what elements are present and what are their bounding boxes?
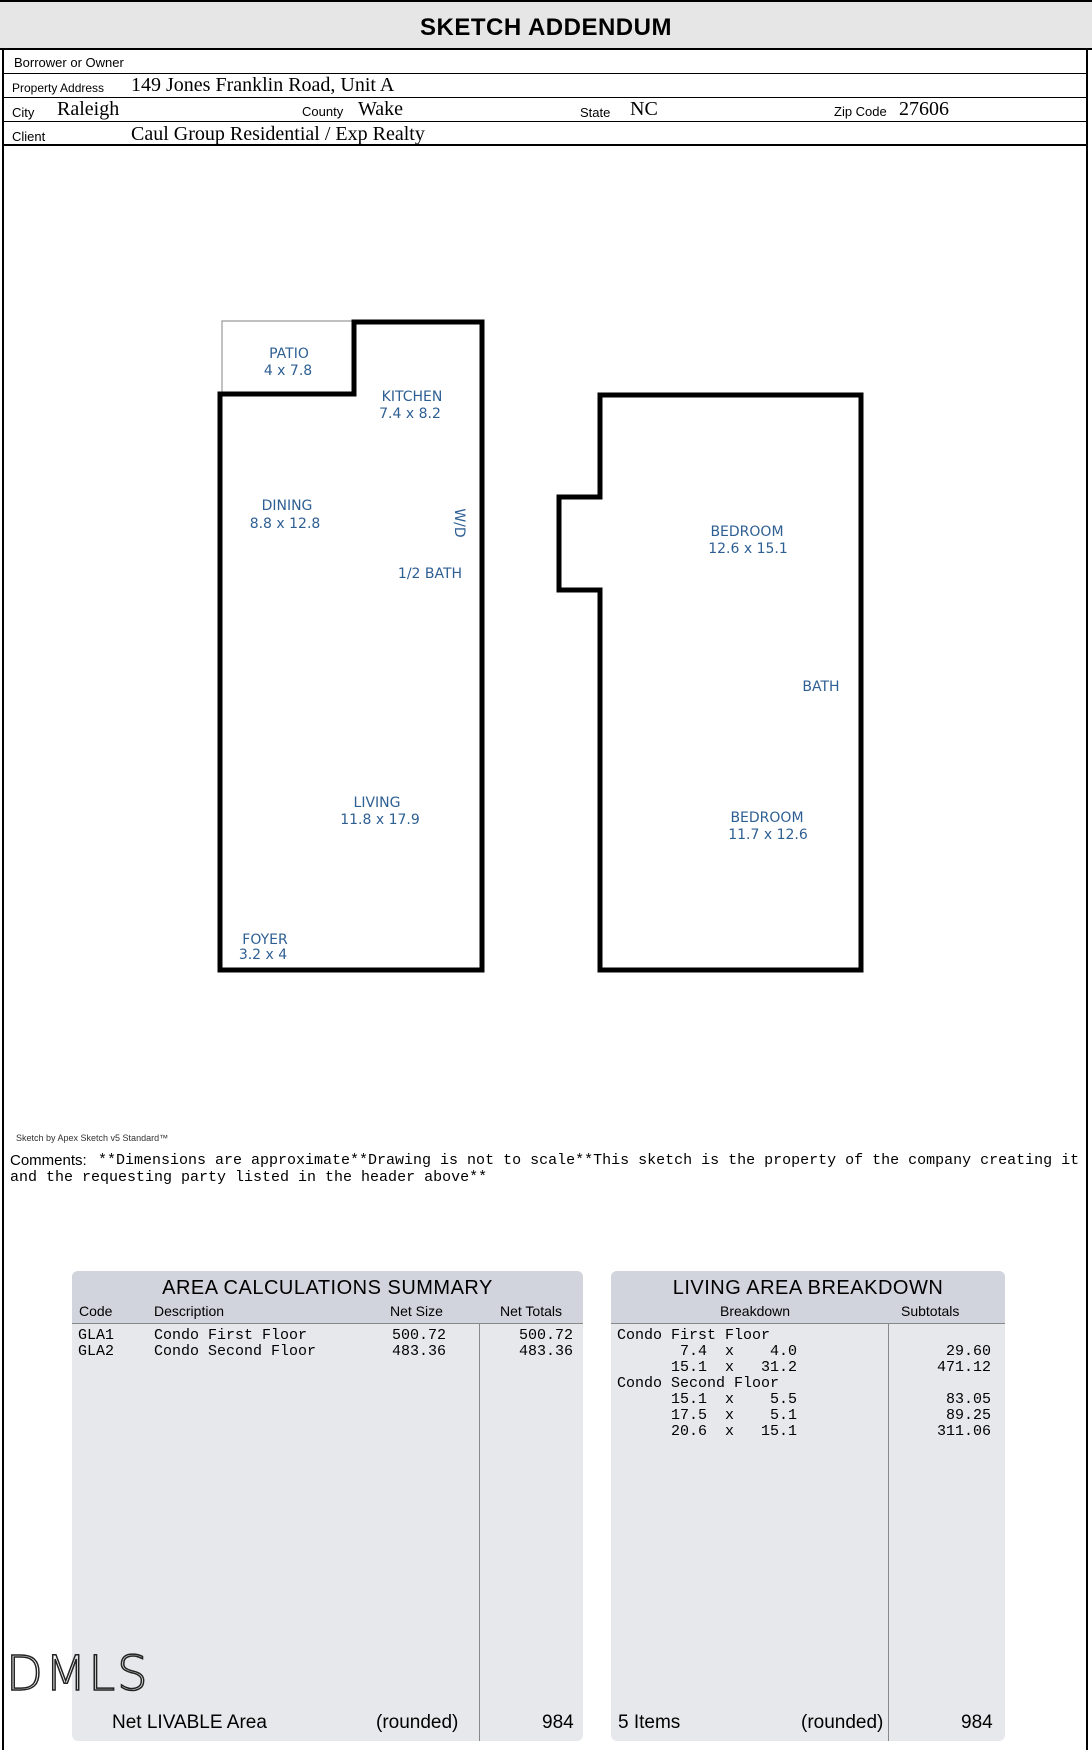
dmls-watermark: DMLS	[6, 1646, 150, 1702]
col-breakdown: Breakdown	[720, 1303, 791, 1319]
living-area-breakdown-header	[611, 1271, 1005, 1323]
breakdown-line-7: 20.6 x 15.1	[617, 1423, 798, 1440]
row-2-description: Condo Second Floor	[154, 1343, 317, 1360]
row-1-net-size: 500.72	[392, 1327, 447, 1344]
washer-dryer-label: W/D	[451, 508, 467, 538]
row-1-description: Condo First Floor	[154, 1327, 308, 1344]
breakdown-total: 984	[961, 1712, 993, 1733]
comments-label: Comments:	[10, 1152, 87, 1169]
zip-value: 27606	[899, 98, 949, 120]
dining-label: DINING	[261, 498, 313, 514]
subtotal-line-5: 83.05	[945, 1391, 991, 1408]
col-description: Description	[154, 1303, 225, 1319]
row-2-net-size: 483.36	[392, 1343, 447, 1360]
address-label: Property Address	[12, 81, 105, 95]
area-calculations-title: AREA CALCULATIONS SUMMARY	[162, 1277, 493, 1299]
row-2-net-total: 483.36	[519, 1343, 574, 1360]
city-value: Raleigh	[57, 98, 120, 120]
row-1-code: GLA1	[78, 1327, 115, 1344]
sketch-credit: Sketch by Apex Sketch v5 Standard™	[16, 1133, 169, 1143]
zip-label: Zip Code	[834, 104, 887, 119]
breakdown-line-1: Condo First Floor	[617, 1327, 771, 1344]
kitchen-label: KITCHEN	[381, 389, 443, 405]
breakdown-line-5: 15.1 x 5.5	[617, 1391, 798, 1408]
half-bath-label: 1/2 BATH	[397, 566, 463, 582]
bedroom-1-label: BEDROOM	[710, 524, 784, 540]
breakdown-line-4: Condo Second Floor	[617, 1375, 780, 1392]
divider	[72, 1323, 583, 1324]
divider	[888, 1324, 889, 1741]
divider	[479, 1324, 480, 1741]
foyer-dim: 3.2 x 4	[238, 947, 288, 963]
living-area-breakdown-panel	[611, 1271, 1005, 1741]
living-area-breakdown-title: LIVING AREA BREAKDOWN	[672, 1277, 944, 1299]
subtotal-line-7: 311.06	[936, 1423, 991, 1440]
net-livable-value: 984	[542, 1712, 574, 1733]
col-net-totals: Net Totals	[500, 1303, 562, 1319]
address-value: 149 Jones Franklin Road, Unit A	[131, 74, 395, 96]
state-label: State	[580, 105, 611, 120]
bath-label: BATH	[802, 679, 840, 695]
subtotal-line-2: 29.60	[945, 1343, 991, 1360]
borrower-label: Borrower or Owner	[14, 55, 124, 70]
client-label: Client	[12, 129, 46, 144]
dining-dim: 8.8 x 12.8	[249, 516, 321, 532]
page-title: SKETCH ADDENDUM	[420, 14, 672, 41]
breakdown-line-2: 7.4 x 4.0	[617, 1343, 798, 1360]
col-subtotals: Subtotals	[901, 1303, 960, 1319]
net-livable-rounded: (rounded)	[376, 1712, 459, 1733]
col-net-size: Net Size	[390, 1303, 443, 1319]
county-label: County	[302, 104, 344, 119]
client-value: Caul Group Residential / Exp Realty	[131, 123, 425, 145]
living-label: LIVING	[353, 795, 401, 811]
kitchen-dim: 7.4 x 8.2	[379, 406, 441, 422]
divider	[611, 1323, 1005, 1324]
city-label: City	[12, 105, 35, 120]
subtotal-line-3: 471.12	[936, 1359, 991, 1376]
bedroom-1-dim: 12.6 x 15.1	[708, 541, 788, 557]
bedroom-2-label: BEDROOM	[730, 810, 804, 826]
bedroom-2-dim: 11.7 x 12.6	[728, 827, 808, 843]
foyer-label: FOYER	[242, 932, 288, 948]
row-2-code: GLA2	[78, 1343, 115, 1360]
breakdown-line-3: 15.1 x 31.2	[617, 1359, 798, 1376]
breakdown-rounded: (rounded)	[801, 1712, 884, 1733]
living-dim: 11.8 x 17.9	[340, 812, 420, 828]
row-1-net-total: 500.72	[519, 1327, 574, 1344]
comments-text: **Dimensions are approximate**Drawing is not to scale**This sketch is the property of the company creating it and the requesting party listed in the header above**	[10, 1152, 1080, 1186]
patio-dim: 4 x 7.8	[263, 363, 313, 379]
county-value: Wake	[358, 98, 404, 120]
first-floor-outline	[220, 322, 482, 970]
breakdown-line-6: 17.5 x 5.1	[617, 1407, 798, 1424]
state-value: NC	[630, 98, 658, 120]
items-count: 5 Items	[618, 1712, 681, 1733]
area-calculations-header	[72, 1271, 583, 1323]
col-code: Code	[79, 1303, 113, 1319]
subtotal-line-6: 89.25	[945, 1407, 991, 1424]
patio-label: PATIO	[269, 346, 309, 362]
net-livable-label: Net LIVABLE Area	[112, 1712, 267, 1733]
